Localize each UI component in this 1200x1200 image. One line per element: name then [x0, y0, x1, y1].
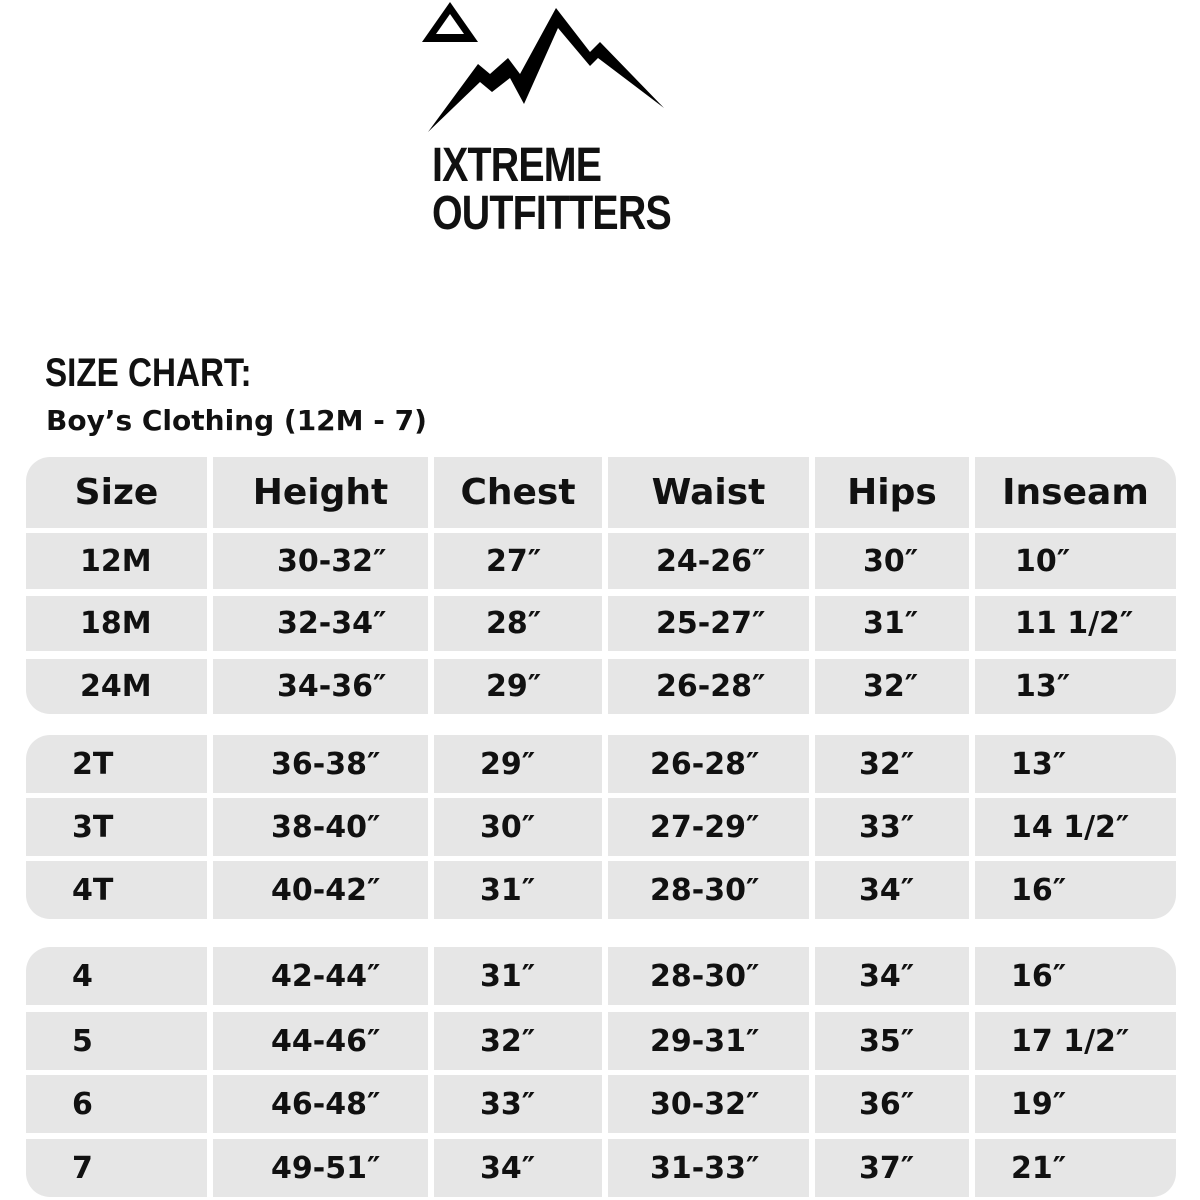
cell-hips: 35″ — [815, 1012, 969, 1070]
cell-waist: 24-26″ — [608, 533, 809, 589]
cell-hips: 34″ — [815, 861, 969, 919]
cell-inseam: 10″ — [975, 533, 1176, 589]
cell-size: 6 — [26, 1075, 207, 1133]
cell-height: 32-34″ — [213, 596, 428, 651]
cell-waist: 30-32″ — [608, 1075, 809, 1133]
cell-chest: 27″ — [434, 533, 602, 589]
cell-height: 49-51″ — [213, 1139, 428, 1197]
cell-hips: 32″ — [815, 735, 969, 793]
cell-size: 18M — [26, 596, 207, 651]
cell-chest: 34″ — [434, 1139, 602, 1197]
cell-inseam: 13″ — [975, 659, 1176, 714]
cell-height: 38-40″ — [213, 798, 428, 856]
cell-hips: 30″ — [815, 533, 969, 589]
cell-waist: 29-31″ — [608, 1012, 809, 1070]
cell-height: 44-46″ — [213, 1012, 428, 1070]
cell-chest: 32″ — [434, 1012, 602, 1070]
cell-hips: 31″ — [815, 596, 969, 651]
cell-size: 3T — [26, 798, 207, 856]
cell-height: 34-36″ — [213, 659, 428, 714]
cell-chest: 31″ — [434, 947, 602, 1005]
header-hips: Hips — [815, 457, 969, 528]
cell-hips: 37″ — [815, 1139, 969, 1197]
brand-logo — [420, 0, 710, 250]
size-chart-subtitle: Boy’s Clothing (12M - 7) — [46, 404, 427, 437]
cell-height: 40-42″ — [213, 861, 428, 919]
cell-waist: 25-27″ — [608, 596, 809, 651]
cell-hips: 33″ — [815, 798, 969, 856]
cell-size: 24M — [26, 659, 207, 714]
cell-size: 4 — [26, 947, 207, 1005]
cell-size: 5 — [26, 1012, 207, 1070]
cell-inseam: 17 1/2″ — [975, 1012, 1176, 1070]
header-inseam: Inseam — [975, 457, 1176, 528]
cell-chest: 31″ — [434, 861, 602, 919]
cell-inseam: 11 1/2″ — [975, 596, 1176, 651]
cell-hips: 32″ — [815, 659, 969, 714]
cell-inseam: 16″ — [975, 861, 1176, 919]
brand-name-line1: IXTREME — [432, 139, 602, 192]
cell-inseam: 19″ — [975, 1075, 1176, 1133]
cell-waist: 28-30″ — [608, 947, 809, 1005]
cell-waist: 26-28″ — [608, 659, 809, 714]
cell-inseam: 21″ — [975, 1139, 1176, 1197]
cell-chest: 28″ — [434, 596, 602, 651]
cell-size: 12M — [26, 533, 207, 589]
header-chest: Chest — [434, 457, 602, 528]
header-height: Height — [213, 457, 428, 528]
cell-waist: 31-33″ — [608, 1139, 809, 1197]
cell-size: 4T — [26, 861, 207, 919]
cell-height: 36-38″ — [213, 735, 428, 793]
cell-height: 30-32″ — [213, 533, 428, 589]
cell-height: 46-48″ — [213, 1075, 428, 1133]
brand-name-line2: OUTFITTERS — [432, 187, 671, 240]
header-waist: Waist — [608, 457, 809, 528]
cell-waist: 28-30″ — [608, 861, 809, 919]
cell-waist: 26-28″ — [608, 735, 809, 793]
cell-height: 42-44″ — [213, 947, 428, 1005]
size-chart-title: SIZE CHART: — [45, 351, 252, 395]
cell-size: 7 — [26, 1139, 207, 1197]
cell-chest: 30″ — [434, 798, 602, 856]
cell-hips: 34″ — [815, 947, 969, 1005]
cell-chest: 33″ — [434, 1075, 602, 1133]
cell-inseam: 14 1/2″ — [975, 798, 1176, 856]
cell-hips: 36″ — [815, 1075, 969, 1133]
header-size: Size — [26, 457, 207, 528]
cell-size: 2T — [26, 735, 207, 793]
triangle-icon — [420, 0, 480, 44]
cell-waist: 27-29″ — [608, 798, 809, 856]
cell-inseam: 13″ — [975, 735, 1176, 793]
cell-chest: 29″ — [434, 735, 602, 793]
cell-chest: 29″ — [434, 659, 602, 714]
cell-inseam: 16″ — [975, 947, 1176, 1005]
